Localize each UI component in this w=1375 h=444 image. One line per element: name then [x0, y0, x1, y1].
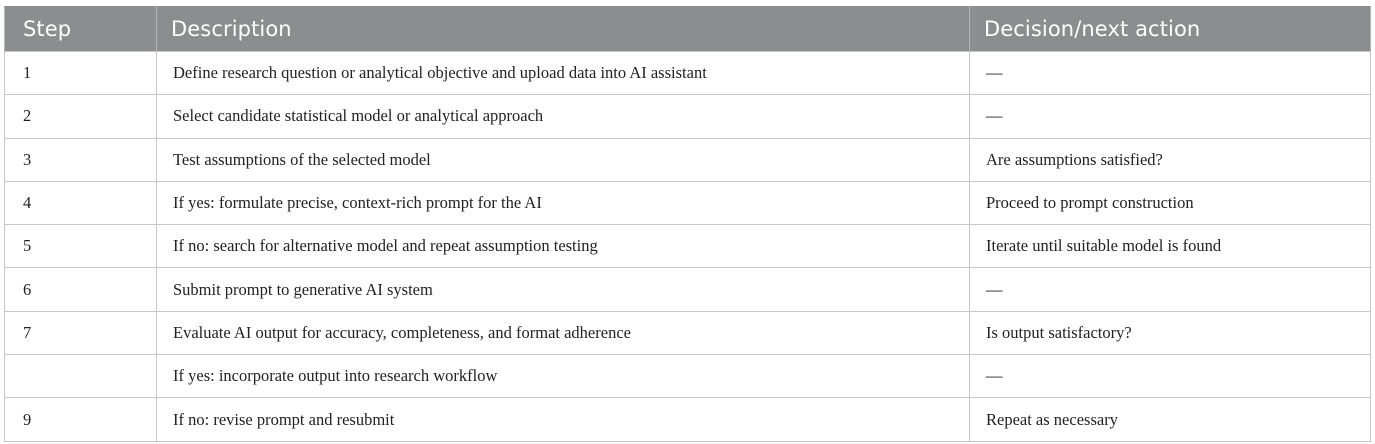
- table-row: [5, 225, 1371, 268]
- step-cell: 6: [5, 268, 157, 311]
- table-row: [5, 52, 1371, 95]
- description-cell: Test assumptions of the selected model: [157, 138, 970, 181]
- step-cell: 9: [5, 398, 157, 441]
- table-row: [5, 311, 1371, 354]
- header-description: Description: [157, 7, 970, 52]
- header-step: Step: [5, 7, 157, 52]
- step-cell: 7: [5, 311, 157, 354]
- description-cell: If no: revise prompt and resubmit: [157, 398, 970, 441]
- description-cell: Submit prompt to generative AI system: [157, 268, 970, 311]
- description-cell: If yes: formulate precise, context-rich prompt for the AI: [157, 181, 970, 224]
- decision-cell: —: [970, 52, 1371, 95]
- decision-cell: Iterate until suitable model is found: [970, 225, 1371, 268]
- table-row: [5, 355, 1371, 398]
- decision-cell: —: [970, 355, 1371, 398]
- decision-cell: Repeat as necessary: [970, 398, 1371, 441]
- table-row: [5, 398, 1371, 441]
- workflow-table-container: [4, 6, 1370, 442]
- step-cell: 2: [5, 95, 157, 138]
- workflow-table: [4, 6, 1371, 442]
- decision-cell: Is output satisfactory?: [970, 311, 1371, 354]
- step-cell: [5, 355, 157, 398]
- step-cell: 3: [5, 138, 157, 181]
- decision-cell: —: [970, 268, 1371, 311]
- step-cell: 1: [5, 52, 157, 95]
- table-body: [5, 52, 1371, 442]
- description-cell: Evaluate AI output for accuracy, completeness, and format adherence: [157, 311, 970, 354]
- header-decision: Decision/next action: [970, 7, 1371, 52]
- description-cell: Select candidate statistical model or analytical approach: [157, 95, 970, 138]
- description-cell: If no: search for alternative model and repeat assumption testing: [157, 225, 970, 268]
- table-row: [5, 138, 1371, 181]
- table-header: [5, 7, 1371, 52]
- header-row: [5, 7, 1371, 52]
- step-cell: 4: [5, 181, 157, 224]
- table-row: [5, 95, 1371, 138]
- decision-cell: —: [970, 95, 1371, 138]
- step-cell: 5: [5, 225, 157, 268]
- description-cell: Define research question or analytical objective and upload data into AI assistant: [157, 52, 970, 95]
- decision-cell: Are assumptions satisfied?: [970, 138, 1371, 181]
- description-cell: If yes: incorporate output into research workflow: [157, 355, 970, 398]
- table-row: [5, 268, 1371, 311]
- table-row: [5, 181, 1371, 224]
- decision-cell: Proceed to prompt construction: [970, 181, 1371, 224]
